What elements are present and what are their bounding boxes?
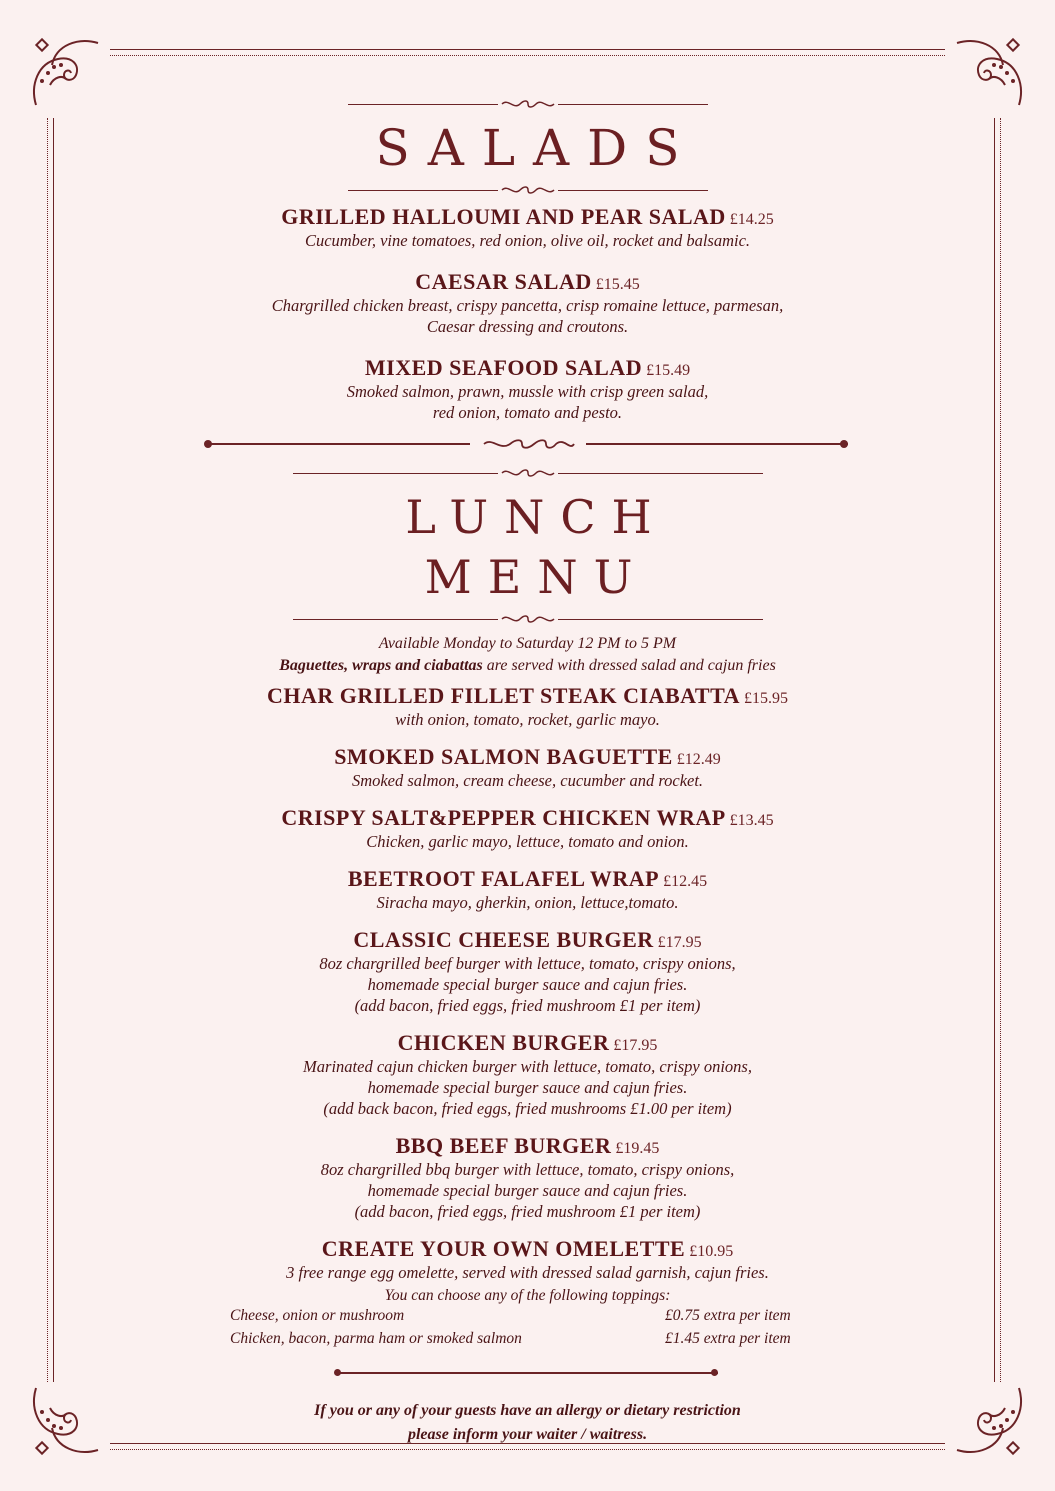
description-line: Chargrilled chicken breast, crispy pancetta, crisp romaine lettuce, parmesan, [271,296,784,315]
description-line: 8oz chargrilled beef burger with lettuce, tomato, crispy onions, [319,954,736,973]
footer-divider [338,1363,718,1381]
menu-item-header [110,866,945,892]
menu-item-header [110,269,945,295]
corner-flourish-icon [947,35,1027,115]
heading-ornament-bottom [293,611,763,627]
menu-item-price: £14.25 [729,211,774,228]
salads-title: SALADS [375,119,698,177]
description-line: (add bacon, fried eggs, fried mushroom £1 per item) [354,996,701,1015]
menu-item-description [110,230,945,251]
description-line: red onion, tomato and pesto. [432,403,623,422]
menu-item-price: £13.45 [729,812,774,829]
menu-content [110,96,945,1447]
menu-item-header [110,805,945,831]
menu-item-name: CHICKEN BURGER [397,1030,610,1055]
menu-item-name: CHAR GRILLED FILLET STEAK CIABATTA [267,683,740,708]
menu-item-name: BEETROOT FALAFEL WRAP [347,866,660,891]
menu-item-description [110,1262,945,1283]
description-line: with onion, tomato, rocket, garlic mayo. [395,710,660,729]
menu-item-header [110,744,945,770]
description-line: homemade special burger sauce and cajun fries. [367,975,688,994]
menu-item-description [110,953,945,1016]
heading-ornament-bottom [348,182,708,198]
menu-item-description [110,709,945,730]
description-line: Chicken, garlic mayo, lettuce, tomato and onion. [366,832,689,851]
menu-item-name: BBQ BEEF BURGER [395,1133,612,1158]
menu-item-price: £12.49 [676,751,721,768]
menu-item-price: £15.95 [744,690,788,707]
served-note-rest: are served with dressed salad and cajun fries [482,657,776,674]
menu-item-price: £15.49 [646,362,691,379]
description-line: 8oz chargrilled bbq burger with lettuce, tomato, crispy onions, [320,1160,735,1179]
menu-item-name: SMOKED SALMON BAGUETTE [334,744,673,769]
frame-right-border [994,118,1001,1382]
menu-item [110,744,945,791]
menu-item-name: CREATE YOUR OWN OMELETTE [321,1236,686,1261]
menu-item [110,866,945,913]
menu-item-description [110,295,945,337]
menu-item [110,204,945,251]
menu-item-header [110,683,945,709]
topping-name: Cheese, onion or mushroom [230,1307,405,1324]
menu-item-name: GRILLED HALLOUMI AND PEAR SALAD [281,204,726,229]
corner-flourish-icon [947,1378,1027,1458]
description-line: Smoked salmon, cream cheese, cucumber and rocket. [351,771,704,790]
menu-item [110,1236,945,1283]
menu-item-description [110,381,945,423]
frame-left-border [47,118,54,1382]
menu-item-header [110,1030,945,1056]
menu-item-description [110,892,945,913]
toppings-intro: You can choose any of the following toppings: [384,1287,671,1304]
menu-item-description [110,1159,945,1222]
menu-item [110,355,945,423]
menu-item-header [110,1133,945,1159]
menu-item-price: £12.45 [663,873,708,890]
salads-heading [348,96,708,198]
salads-list [110,204,945,423]
menu-item [110,683,945,730]
allergy-line: please inform your waiter / waitress. [407,1426,648,1443]
frame-top-border [110,49,945,56]
menu-item [110,1030,945,1119]
topping-row [110,1307,945,1330]
menu-item-description [110,770,945,791]
topping-name: Chicken, bacon, parma ham or smoked salmon [230,1330,522,1347]
menu-item [110,927,945,1016]
availability-note: Available Monday to Saturday 12 PM to 5 PM [378,635,677,652]
allergy-line: If you or any of your guests have an allergy or dietary restriction [314,1402,741,1419]
menu-item-name: CLASSIC CHEESE BURGER [353,927,654,952]
menu-item-name: CRISPY SALT&PEPPER CHICKEN WRAP [281,805,726,830]
description-line: Marinated cajun chicken burger with lettuce, tomato, crispy onions, [303,1057,752,1076]
served-note [110,655,945,677]
menu-item [110,805,945,852]
description-line: (add back bacon, fried eggs, fried mushrooms £1.00 per item) [323,1099,732,1118]
allergy-note [110,1399,945,1447]
lunch-title: LUNCH MENU [405,490,668,604]
menu-item-header [110,1236,945,1262]
menu-item [110,1133,945,1222]
description-line: (add bacon, fried eggs, fried mushroom £1 per item) [354,1202,701,1221]
menu-item-description [110,831,945,852]
menu-item-price: £17.95 [657,934,702,951]
toppings-list [110,1307,945,1353]
lunch-list [110,683,945,1283]
description-line: Caesar dressing and croutons. [426,317,629,336]
topping-price: £1.45 extra per item [665,1330,791,1347]
heading-ornament-top [293,465,763,481]
menu-item-header [110,355,945,381]
section-divider [208,435,848,453]
menu-item-price: £15.45 [595,276,640,293]
menu-item-price: £17.95 [613,1037,658,1054]
menu-item-price: £10.95 [689,1243,734,1260]
topping-row [110,1330,945,1353]
menu-item-description [110,1056,945,1119]
description-line: homemade special burger sauce and cajun fries. [367,1078,688,1097]
served-note-bold: Baguettes, wraps and ciabattas [279,657,483,674]
menu-item-name: MIXED SEAFOOD SALAD [364,355,643,380]
menu-item [110,269,945,337]
description-line: 3 free range egg omelette, served with dressed salad garnish, cajun fries. [286,1263,769,1282]
description-line: homemade special burger sauce and cajun fries. [367,1181,688,1200]
menu-item-name: CAESAR SALAD [415,269,592,294]
menu-item-header [110,204,945,230]
menu-item-header [110,927,945,953]
description-line: Cucumber, vine tomatoes, red onion, olive oil, rocket and balsamic. [304,231,751,250]
description-line: Siracha mayo, gherkin, onion, lettuce,tomato. [376,893,679,912]
lunch-heading [293,465,763,627]
corner-flourish-icon [28,35,108,115]
description-line: Smoked salmon, prawn, mussle with crisp green salad, [346,382,709,401]
heading-ornament-top [348,96,708,112]
topping-price: £0.75 extra per item [665,1307,791,1324]
corner-flourish-icon [28,1378,108,1458]
menu-item-price: £19.45 [615,1140,660,1157]
